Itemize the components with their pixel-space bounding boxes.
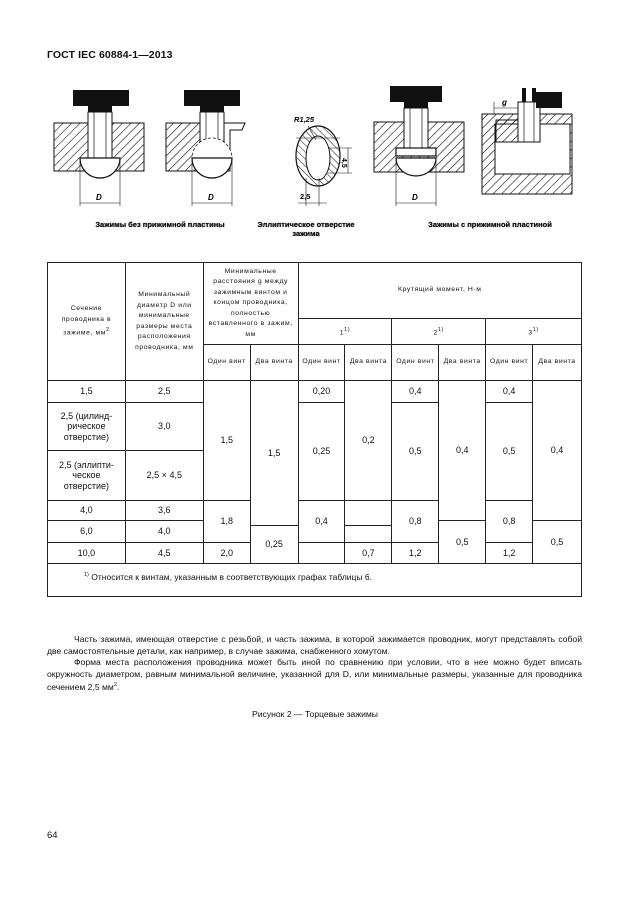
cell-t2-two-a: 0,4	[439, 381, 486, 521]
dim-25: 2,5	[300, 192, 311, 201]
header-diameter: Минимальный диаметр D или минимальные размеры места расположения проводника, мм	[125, 263, 203, 381]
cell-t2-one-c: 0,8	[392, 501, 439, 543]
dim-d-3: D	[412, 193, 418, 202]
cell-t3-two-a: 0,4	[533, 381, 582, 521]
cell-t1-one-b: 0,25	[298, 403, 345, 501]
terminal-table	[47, 262, 582, 597]
cell-diameter-r4: 3,6	[125, 501, 203, 521]
paragraph-2: Форма места расположения проводника может быть иной по сравнению при условии, что в нее можно будет вписать окружность диаметром, равным минимальной величине, указанной для D, или минимальные размеры, указанные для проводника сечением 2,5 $мм^2$.	[47, 657, 582, 693]
cell-g-one-c: 2,0	[203, 543, 250, 564]
caption-elliptical: Эллиптическое отверстие зажима	[257, 220, 355, 238]
cell-t2-two-b: 0,5	[439, 521, 486, 564]
header-distance: Минимальные расстояния g между зажимным винтом и концом проводника, полностью вставленного в зажим, мм	[203, 263, 298, 345]
cell-g-two-c	[298, 543, 345, 564]
terminal-1-drawing	[54, 90, 144, 206]
cell-t1-one-d: 0,7	[345, 543, 392, 564]
header-t1-two-screws: Два винта	[345, 345, 392, 381]
dim-d-2: D	[208, 193, 214, 202]
header-t2-one-screw: Один винт	[392, 345, 439, 381]
cell-diameter-r2: 3,0	[125, 403, 203, 451]
cell-section-r3: 2,5 (эллипти-ческое отверстие)	[48, 451, 126, 501]
cell-t3-one-a: 0,4	[486, 381, 533, 403]
cell-diameter-r1: 2,5	[125, 381, 203, 403]
dim-g: g	[502, 98, 507, 107]
paragraph-1: Часть зажима, имеющая отверстие с резьбой, и часть зажима, в которой зажимается проводник, могут представлять собой две самостоятельные детали, как например, в случае зажима, снабженного хомутом.	[47, 634, 582, 656]
cell-t1-spacer	[345, 501, 392, 526]
header-torque: Крутящий момент, Н·м	[298, 263, 581, 319]
cell-section-r6: 10,0	[48, 543, 126, 564]
header-t1-one-screw: Один винт	[298, 345, 345, 381]
header-section: Сечение проводника в зажиме, $мм^2$	[48, 263, 126, 381]
dim-45: 4,5	[340, 158, 347, 168]
cell-diameter-r6: 4,5	[125, 543, 203, 564]
cell-t3-one-b: 0,5	[486, 403, 533, 501]
figure-caption: Рисунок 2 — Торцевые зажимы	[252, 709, 378, 719]
header-t2-two-screws: Два винта	[439, 345, 486, 381]
dim-r125: R1,25	[294, 115, 315, 124]
cell-g-two: 1,5	[250, 381, 298, 526]
cell-section-r4: 4,0	[48, 501, 126, 521]
header-torque-col-2: 2$^{1)}$	[392, 319, 486, 345]
cell-diameter-r3: 2,5 × 4,5	[125, 451, 203, 501]
terminal-2-drawing	[166, 90, 245, 206]
cell-t1-two-a: 0,2	[345, 381, 392, 501]
elliptical-hole-drawing	[294, 115, 352, 206]
table-footnote: $^{1)}$ Относится к винтам, указанным в соответствующих графах таблицы 6.	[48, 564, 582, 597]
caption-without-plate: Зажимы без прижимной пластины	[95, 220, 225, 229]
header-t3-one-screw: Один винт	[486, 345, 533, 381]
cell-section-r1: 1,5	[48, 381, 126, 403]
cell-t1-two-b: 0,25	[250, 526, 298, 564]
cell-t2-one-d: 1,2	[392, 543, 439, 564]
cell-g-one-a: 1,5	[203, 381, 250, 501]
cell-t2-one-b: 0,5	[392, 403, 439, 501]
page-number: 64	[47, 830, 58, 841]
cell-t3-one-d: 1,2	[486, 543, 533, 564]
document-header: ГОСТ IEC 60884-1—2013	[47, 49, 173, 61]
body-text	[47, 634, 582, 694]
cell-t1-one-c: 0,4	[298, 501, 345, 543]
terminal-4-drawing	[482, 88, 572, 194]
dim-d-1: D	[96, 193, 102, 202]
caption-with-plate: Зажимы с прижимной пластиной	[428, 220, 552, 229]
cell-t3-two-b: 0,5	[533, 521, 582, 564]
cell-t3-one-c: 0,8	[486, 501, 533, 543]
header-torque-col-1: 1$^{1)}$	[298, 319, 392, 345]
cell-diameter-r5: 4,0	[125, 521, 203, 543]
cell-section-r5: 6,0	[48, 521, 126, 543]
terminal-3-drawing	[374, 86, 464, 206]
cell-g-one-b: 1,8	[203, 501, 250, 543]
header-g-one-screw: Один винт	[203, 345, 250, 381]
header-t3-two-screws: Два винта	[533, 345, 582, 381]
cell-section-r2: 2,5 (цилинд-рическое отверстие)	[48, 403, 126, 451]
header-torque-col-3: 3$^{1)}$	[486, 319, 582, 345]
cell-t1-one-a: 0,20	[298, 381, 345, 403]
header-g-two-screws: Два винта	[250, 345, 298, 381]
cell-t2-one-a: 0,4	[392, 381, 439, 403]
